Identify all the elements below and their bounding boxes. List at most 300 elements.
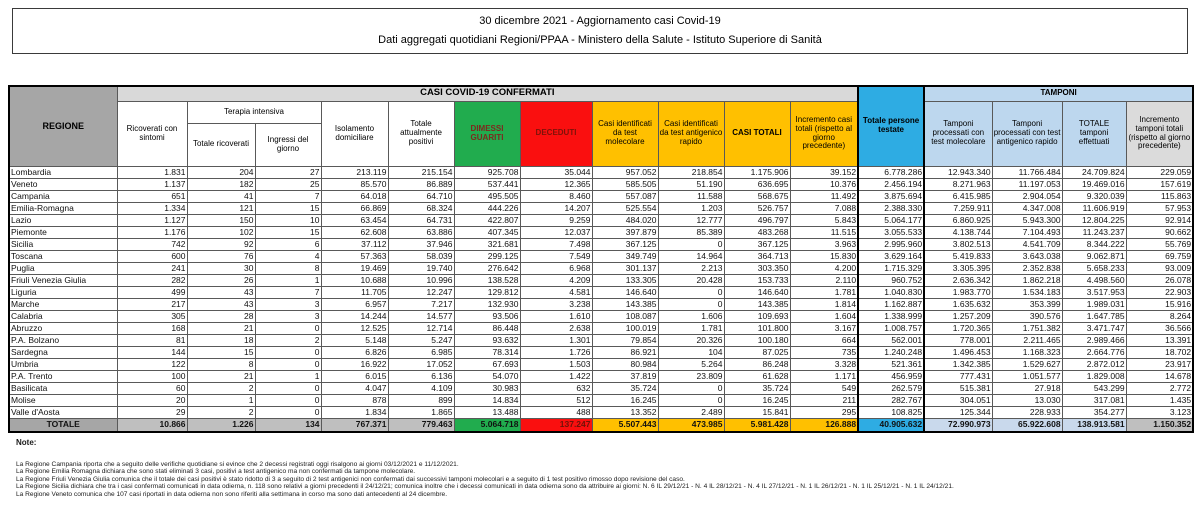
value-cell: 21 bbox=[187, 322, 255, 334]
value-cell: 133.305 bbox=[592, 274, 658, 286]
value-cell: 1.529.627 bbox=[992, 358, 1062, 370]
value-cell: 39.152 bbox=[790, 166, 858, 178]
value-cell: 204 bbox=[187, 166, 255, 178]
value-cell: 108.825 bbox=[858, 406, 924, 418]
value-cell: 1.040.830 bbox=[858, 286, 924, 298]
value-cell: 13.488 bbox=[454, 406, 520, 418]
value-cell: 1.162.887 bbox=[858, 298, 924, 310]
value-cell: 3.123 bbox=[1126, 406, 1193, 418]
value-cell: 2.211.465 bbox=[992, 334, 1062, 346]
value-cell: 3.328 bbox=[790, 358, 858, 370]
value-cell: 1.720.365 bbox=[924, 322, 992, 334]
value-cell: 537.441 bbox=[454, 178, 520, 190]
value-cell: 2.772 bbox=[1126, 382, 1193, 394]
table-row bbox=[9, 298, 1193, 310]
table-row bbox=[9, 274, 1193, 286]
value-cell: 2.872.012 bbox=[1062, 358, 1126, 370]
value-cell: 0 bbox=[658, 382, 724, 394]
notes-section bbox=[16, 438, 1186, 498]
value-cell: 9.320.039 bbox=[1062, 190, 1126, 202]
value-cell: 182 bbox=[187, 178, 255, 190]
table-row bbox=[9, 238, 1193, 250]
value-cell: 5.148 bbox=[321, 334, 388, 346]
region-name-cell: Campania bbox=[9, 190, 117, 202]
value-cell: 37.946 bbox=[388, 238, 454, 250]
value-cell: 4.347.008 bbox=[992, 202, 1062, 214]
header-ricoverati-sintomi: Ricoverati con sintomi bbox=[117, 101, 187, 166]
value-cell: 11.243.237 bbox=[1062, 226, 1126, 238]
value-cell: 957.052 bbox=[592, 166, 658, 178]
value-cell: 215.154 bbox=[388, 166, 454, 178]
totale-value-cell: 134 bbox=[255, 418, 321, 432]
value-cell: 67.693 bbox=[454, 358, 520, 370]
value-cell: 5.658.233 bbox=[1062, 262, 1126, 274]
value-cell: 12.714 bbox=[388, 322, 454, 334]
value-cell: 15 bbox=[255, 226, 321, 238]
band-casi-confermati: CASI COVID-19 CONFERMATI bbox=[117, 86, 858, 101]
value-cell: 100 bbox=[117, 370, 187, 382]
value-cell: 30 bbox=[187, 262, 255, 274]
value-cell: 30.983 bbox=[454, 382, 520, 394]
value-cell: 2.489 bbox=[658, 406, 724, 418]
value-cell: 3.643.038 bbox=[992, 250, 1062, 262]
header-dimessi-guariti: DIMESSI GUARITI bbox=[454, 101, 520, 166]
value-cell: 8.264 bbox=[1126, 310, 1193, 322]
totale-label-cell: TOTALE bbox=[9, 418, 117, 432]
value-cell: 43 bbox=[187, 298, 255, 310]
value-cell: 41 bbox=[187, 190, 255, 202]
value-cell: 15.830 bbox=[790, 250, 858, 262]
value-cell: 6.136 bbox=[388, 370, 454, 382]
value-cell: 63.886 bbox=[388, 226, 454, 238]
value-cell: 301.137 bbox=[592, 262, 658, 274]
totale-value-cell: 138.913.581 bbox=[1062, 418, 1126, 432]
value-cell: 521.361 bbox=[858, 358, 924, 370]
totale-value-cell: 5.064.718 bbox=[454, 418, 520, 432]
table-row bbox=[9, 370, 1193, 382]
value-cell: 1.647.785 bbox=[1062, 310, 1126, 322]
value-cell: 11.606.919 bbox=[1062, 202, 1126, 214]
value-cell: 14.577 bbox=[388, 310, 454, 322]
value-cell: 3.875.694 bbox=[858, 190, 924, 202]
value-cell: 7.549 bbox=[520, 250, 592, 262]
value-cell: 93.506 bbox=[454, 310, 520, 322]
value-cell: 14.207 bbox=[520, 202, 592, 214]
totale-value-cell: 126.888 bbox=[790, 418, 858, 432]
header-attualmente-positivi: Totale attualmente positivi bbox=[388, 101, 454, 166]
value-cell: 496.797 bbox=[724, 214, 790, 226]
value-cell: 13.352 bbox=[592, 406, 658, 418]
value-cell: 777.431 bbox=[924, 370, 992, 382]
value-cell: 925.708 bbox=[454, 166, 520, 178]
value-cell: 115.863 bbox=[1126, 190, 1193, 202]
region-name-cell: Piemonte bbox=[9, 226, 117, 238]
value-cell: 9.259 bbox=[520, 214, 592, 226]
report-subtitle: Dati aggregati quotidiani Regioni/PPAA - Ministero della Salute - Istituto Superiore di Sanità bbox=[378, 34, 822, 46]
header-casi-molecolare: Casi identificati da test molecolare bbox=[592, 101, 658, 166]
value-cell: 138.528 bbox=[454, 274, 520, 286]
note-line: La Regione Campania riporta che a seguito delle verifiche quotidiane si evince che 2 decessi registrati oggi risalgono ai giorni 03/12/2021 e 11/12/2021. bbox=[16, 461, 459, 468]
value-cell: 2.110 bbox=[790, 274, 858, 286]
value-cell: 54.070 bbox=[454, 370, 520, 382]
value-cell: 63.454 bbox=[321, 214, 388, 226]
value-cell: 10 bbox=[255, 214, 321, 226]
value-cell: 5.419.833 bbox=[924, 250, 992, 262]
value-cell: 1.989.031 bbox=[1062, 298, 1126, 310]
value-cell: 321.681 bbox=[454, 238, 520, 250]
value-cell: 3.055.533 bbox=[858, 226, 924, 238]
value-cell: 1.051.577 bbox=[992, 370, 1062, 382]
value-cell: 0 bbox=[255, 382, 321, 394]
value-cell: 43 bbox=[187, 286, 255, 298]
table-row bbox=[9, 286, 1193, 298]
value-cell: 636.695 bbox=[724, 178, 790, 190]
value-cell: 1.534.183 bbox=[992, 286, 1062, 298]
report-title-box bbox=[12, 8, 1188, 54]
note-line: La Regione Friuli Venezia Giulia comunica che il totale dei casi positivi è stato ridotto di 3 a seguito di 2 test antigenici non confermati dai successivi tamponi molecolari e a seguito di 1 test positivo rimosso dopo revisione del caso. bbox=[16, 475, 685, 483]
value-cell: 4.138.744 bbox=[924, 226, 992, 238]
header-totale-ricoverati: Totale ricoverati bbox=[187, 123, 255, 166]
value-cell: 93.009 bbox=[1126, 262, 1193, 274]
value-cell: 2 bbox=[255, 334, 321, 346]
value-cell: 35.724 bbox=[724, 382, 790, 394]
header-incremento-tamponi: Incremento tamponi totali (rispetto al giorno precedente) bbox=[1126, 101, 1193, 166]
value-cell: 12.247 bbox=[388, 286, 454, 298]
region-name-cell: P.A. Bolzano bbox=[9, 334, 117, 346]
value-cell: 0 bbox=[255, 394, 321, 406]
value-cell: 3.963 bbox=[790, 238, 858, 250]
value-cell: 2.989.466 bbox=[1062, 334, 1126, 346]
value-cell: 8.460 bbox=[520, 190, 592, 202]
value-cell: 76 bbox=[187, 250, 255, 262]
value-cell: 7.088 bbox=[790, 202, 858, 214]
note-line: La Regione Sicilia dichiara che tra i casi confermati comunicati in data odierna, n. 118 sono relativi a giorni precedenti il 24/12/21; comunica inoltre che i decessi comunicati in data odierna sono da attribuire ai giorni: N. 6 IL 29/12/21 - N. 4 IL 28/12/21 - N. 4 IL 27/12/21 - N. 1 IL 26/12/21 - N. 1 IL 25/12/21 - N. 1 IL 24/12/21. bbox=[16, 483, 954, 491]
value-cell: 4 bbox=[255, 250, 321, 262]
value-cell: 3 bbox=[255, 310, 321, 322]
value-cell: 29 bbox=[117, 406, 187, 418]
value-cell: 109.693 bbox=[724, 310, 790, 322]
value-cell: 276.642 bbox=[454, 262, 520, 274]
value-cell: 81 bbox=[117, 334, 187, 346]
table-row bbox=[9, 250, 1193, 262]
value-cell: 878 bbox=[321, 394, 388, 406]
value-cell: 4.109 bbox=[388, 382, 454, 394]
value-cell: 353.399 bbox=[992, 298, 1062, 310]
table-row bbox=[9, 190, 1193, 202]
value-cell: 12.365 bbox=[520, 178, 592, 190]
value-cell: 3.517.953 bbox=[1062, 286, 1126, 298]
value-cell: 1.137 bbox=[117, 178, 187, 190]
totale-value-cell: 72.990.973 bbox=[924, 418, 992, 432]
value-cell: 651 bbox=[117, 190, 187, 202]
value-cell: 305 bbox=[117, 310, 187, 322]
header-terapia-intensiva: Terapia intensiva bbox=[187, 101, 321, 123]
value-cell: 85.570 bbox=[321, 178, 388, 190]
value-cell: 299.125 bbox=[454, 250, 520, 262]
value-cell: 483.268 bbox=[724, 226, 790, 238]
value-cell: 20.428 bbox=[658, 274, 724, 286]
value-cell: 146.640 bbox=[724, 286, 790, 298]
value-cell: 1.831 bbox=[117, 166, 187, 178]
value-cell: 2.904.054 bbox=[992, 190, 1062, 202]
value-cell: 0 bbox=[255, 406, 321, 418]
value-cell: 121 bbox=[187, 202, 255, 214]
value-cell: 2.352.838 bbox=[992, 262, 1062, 274]
value-cell: 143.385 bbox=[724, 298, 790, 310]
value-cell: 1.301 bbox=[520, 334, 592, 346]
header-regione: REGIONE bbox=[9, 86, 117, 166]
value-cell: 14.244 bbox=[321, 310, 388, 322]
value-cell: 1.496.453 bbox=[924, 346, 992, 358]
value-cell: 85.389 bbox=[658, 226, 724, 238]
region-name-cell: Friuli Venezia Giulia bbox=[9, 274, 117, 286]
value-cell: 6.957 bbox=[321, 298, 388, 310]
value-cell: 17.052 bbox=[388, 358, 454, 370]
value-cell: 664 bbox=[790, 334, 858, 346]
value-cell: 303.350 bbox=[724, 262, 790, 274]
value-cell: 1.175.906 bbox=[724, 166, 790, 178]
value-cell: 6.985 bbox=[388, 346, 454, 358]
value-cell: 7.259.911 bbox=[924, 202, 992, 214]
value-cell: 2.638 bbox=[520, 322, 592, 334]
value-cell: 526.757 bbox=[724, 202, 790, 214]
value-cell: 0 bbox=[255, 322, 321, 334]
value-cell: 3.629.164 bbox=[858, 250, 924, 262]
value-cell: 0 bbox=[658, 286, 724, 298]
value-cell: 422.807 bbox=[454, 214, 520, 226]
value-cell: 26 bbox=[187, 274, 255, 286]
value-cell: 5.064.177 bbox=[858, 214, 924, 226]
value-cell: 10.376 bbox=[790, 178, 858, 190]
table-row bbox=[9, 214, 1193, 226]
value-cell: 20 bbox=[117, 394, 187, 406]
value-cell: 146.640 bbox=[592, 286, 658, 298]
value-cell: 3.802.513 bbox=[924, 238, 992, 250]
value-cell: 2.456.194 bbox=[858, 178, 924, 190]
value-cell: 1.829.008 bbox=[1062, 370, 1126, 382]
value-cell: 100.180 bbox=[724, 334, 790, 346]
value-cell: 295 bbox=[790, 406, 858, 418]
value-cell: 5.843 bbox=[790, 214, 858, 226]
totale-value-cell: 5.981.428 bbox=[724, 418, 790, 432]
value-cell: 14.834 bbox=[454, 394, 520, 406]
region-name-cell: Abruzzo bbox=[9, 322, 117, 334]
value-cell: 102 bbox=[187, 226, 255, 238]
value-cell: 35.724 bbox=[592, 382, 658, 394]
value-cell: 282.767 bbox=[858, 394, 924, 406]
value-cell: 18.702 bbox=[1126, 346, 1193, 358]
value-cell: 0 bbox=[658, 394, 724, 406]
region-name-cell: Basilicata bbox=[9, 382, 117, 394]
header-ingressi-giorno: Ingressi del giorno bbox=[255, 123, 321, 166]
value-cell: 1.604 bbox=[790, 310, 858, 322]
value-cell: 444.226 bbox=[454, 202, 520, 214]
value-cell: 15.916 bbox=[1126, 298, 1193, 310]
value-cell: 92.914 bbox=[1126, 214, 1193, 226]
value-cell: 3.238 bbox=[520, 298, 592, 310]
value-cell: 512 bbox=[520, 394, 592, 406]
value-cell: 16.922 bbox=[321, 358, 388, 370]
header-deceduti: DECEDUTI bbox=[520, 101, 592, 166]
totale-row bbox=[9, 418, 1193, 432]
value-cell: 1.176 bbox=[117, 226, 187, 238]
value-cell: 218.854 bbox=[658, 166, 724, 178]
value-cell: 7 bbox=[255, 190, 321, 202]
value-cell: 3.167 bbox=[790, 322, 858, 334]
value-cell: 24.709.824 bbox=[1062, 166, 1126, 178]
value-cell: 80.984 bbox=[592, 358, 658, 370]
region-name-cell: P.A. Trento bbox=[9, 370, 117, 382]
value-cell: 37.112 bbox=[321, 238, 388, 250]
value-cell: 1.610 bbox=[520, 310, 592, 322]
table-row bbox=[9, 346, 1193, 358]
totale-value-cell: 779.463 bbox=[388, 418, 454, 432]
value-cell: 1.865 bbox=[388, 406, 454, 418]
value-cell: 87.025 bbox=[724, 346, 790, 358]
value-cell: 64.018 bbox=[321, 190, 388, 202]
value-cell: 7.498 bbox=[520, 238, 592, 250]
value-cell: 58.039 bbox=[388, 250, 454, 262]
value-cell: 10.996 bbox=[388, 274, 454, 286]
value-cell: 23.809 bbox=[658, 370, 724, 382]
value-cell: 79.854 bbox=[592, 334, 658, 346]
region-name-cell: Lombardia bbox=[9, 166, 117, 178]
value-cell: 11.588 bbox=[658, 190, 724, 202]
value-cell: 12.804.225 bbox=[1062, 214, 1126, 226]
value-cell: 543.299 bbox=[1062, 382, 1126, 394]
value-cell: 228.933 bbox=[992, 406, 1062, 418]
value-cell: 397.879 bbox=[592, 226, 658, 238]
value-cell: 90.662 bbox=[1126, 226, 1193, 238]
header-totale-tamponi: TOTALE tamponi effettuati bbox=[1062, 101, 1126, 166]
value-cell: 4.498.560 bbox=[1062, 274, 1126, 286]
value-cell: 16.245 bbox=[724, 394, 790, 406]
value-cell: 27.918 bbox=[992, 382, 1062, 394]
value-cell: 35.044 bbox=[520, 166, 592, 178]
value-cell: 3 bbox=[255, 298, 321, 310]
value-cell: 4.581 bbox=[520, 286, 592, 298]
value-cell: 367.125 bbox=[724, 238, 790, 250]
covid-data-table bbox=[8, 85, 1194, 433]
value-cell: 456.959 bbox=[858, 370, 924, 382]
value-cell: 100.019 bbox=[592, 322, 658, 334]
value-cell: 2.995.960 bbox=[858, 238, 924, 250]
value-cell: 0 bbox=[658, 238, 724, 250]
value-cell: 12.525 bbox=[321, 322, 388, 334]
value-cell: 1.342.385 bbox=[924, 358, 992, 370]
value-cell: 562.001 bbox=[858, 334, 924, 346]
value-cell: 354.277 bbox=[1062, 406, 1126, 418]
region-name-cell: Calabria bbox=[9, 310, 117, 322]
value-cell: 1.435 bbox=[1126, 394, 1193, 406]
value-cell: 2 bbox=[187, 406, 255, 418]
value-cell: 18 bbox=[187, 334, 255, 346]
value-cell: 1.814 bbox=[790, 298, 858, 310]
value-cell: 2.388.330 bbox=[858, 202, 924, 214]
value-cell: 8.344.222 bbox=[1062, 238, 1126, 250]
value-cell: 14.964 bbox=[658, 250, 724, 262]
header-tamponi-molecolare: Tamponi processati con test molecolare bbox=[924, 101, 992, 166]
value-cell: 2.213 bbox=[658, 262, 724, 274]
region-name-cell: Emilia-Romagna bbox=[9, 202, 117, 214]
value-cell: 26.078 bbox=[1126, 274, 1193, 286]
value-cell: 262.579 bbox=[858, 382, 924, 394]
value-cell: 57.953 bbox=[1126, 202, 1193, 214]
value-cell: 6 bbox=[255, 238, 321, 250]
value-cell: 8.271.963 bbox=[924, 178, 992, 190]
value-cell: 568.675 bbox=[724, 190, 790, 202]
table-row bbox=[9, 382, 1193, 394]
value-cell: 36.566 bbox=[1126, 322, 1193, 334]
table-row bbox=[9, 334, 1193, 346]
value-cell: 22.903 bbox=[1126, 286, 1193, 298]
value-cell: 13.030 bbox=[992, 394, 1062, 406]
value-cell: 51.190 bbox=[658, 178, 724, 190]
value-cell: 86.889 bbox=[388, 178, 454, 190]
value-cell: 8 bbox=[255, 262, 321, 274]
region-name-cell: Liguria bbox=[9, 286, 117, 298]
totale-value-cell: 767.371 bbox=[321, 418, 388, 432]
value-cell: 899 bbox=[388, 394, 454, 406]
value-cell: 495.505 bbox=[454, 190, 520, 202]
value-cell: 86.921 bbox=[592, 346, 658, 358]
value-cell: 4.047 bbox=[321, 382, 388, 394]
value-cell: 1 bbox=[187, 394, 255, 406]
value-cell: 57.363 bbox=[321, 250, 388, 262]
value-cell: 4.209 bbox=[520, 274, 592, 286]
value-cell: 211 bbox=[790, 394, 858, 406]
totale-value-cell: 473.985 bbox=[658, 418, 724, 432]
region-name-cell: Umbria bbox=[9, 358, 117, 370]
value-cell: 12.943.340 bbox=[924, 166, 992, 178]
value-cell: 557.087 bbox=[592, 190, 658, 202]
value-cell: 1.203 bbox=[658, 202, 724, 214]
value-cell: 1.751.382 bbox=[992, 322, 1062, 334]
value-cell: 15 bbox=[255, 202, 321, 214]
value-cell: 21 bbox=[187, 370, 255, 382]
value-cell: 499 bbox=[117, 286, 187, 298]
value-cell: 104 bbox=[658, 346, 724, 358]
value-cell: 11.515 bbox=[790, 226, 858, 238]
value-cell: 129.812 bbox=[454, 286, 520, 298]
value-cell: 1.862.218 bbox=[992, 274, 1062, 286]
value-cell: 6.968 bbox=[520, 262, 592, 274]
value-cell: 217 bbox=[117, 298, 187, 310]
table-row bbox=[9, 322, 1193, 334]
value-cell: 1.781 bbox=[790, 286, 858, 298]
value-cell: 585.505 bbox=[592, 178, 658, 190]
value-cell: 27 bbox=[255, 166, 321, 178]
value-cell: 349.749 bbox=[592, 250, 658, 262]
value-cell: 742 bbox=[117, 238, 187, 250]
table-row bbox=[9, 394, 1193, 406]
value-cell: 1.606 bbox=[658, 310, 724, 322]
table-row bbox=[9, 310, 1193, 322]
value-cell: 55.769 bbox=[1126, 238, 1193, 250]
value-cell: 304.051 bbox=[924, 394, 992, 406]
value-cell: 69.759 bbox=[1126, 250, 1193, 262]
value-cell: 62.608 bbox=[321, 226, 388, 238]
value-cell: 1.503 bbox=[520, 358, 592, 370]
value-cell: 19.469 bbox=[321, 262, 388, 274]
value-cell: 6.860.925 bbox=[924, 214, 992, 226]
value-cell: 11.492 bbox=[790, 190, 858, 202]
value-cell: 2.636.342 bbox=[924, 274, 992, 286]
value-cell: 1.635.632 bbox=[924, 298, 992, 310]
value-cell: 12.037 bbox=[520, 226, 592, 238]
value-cell: 2.664.776 bbox=[1062, 346, 1126, 358]
region-name-cell: Puglia bbox=[9, 262, 117, 274]
